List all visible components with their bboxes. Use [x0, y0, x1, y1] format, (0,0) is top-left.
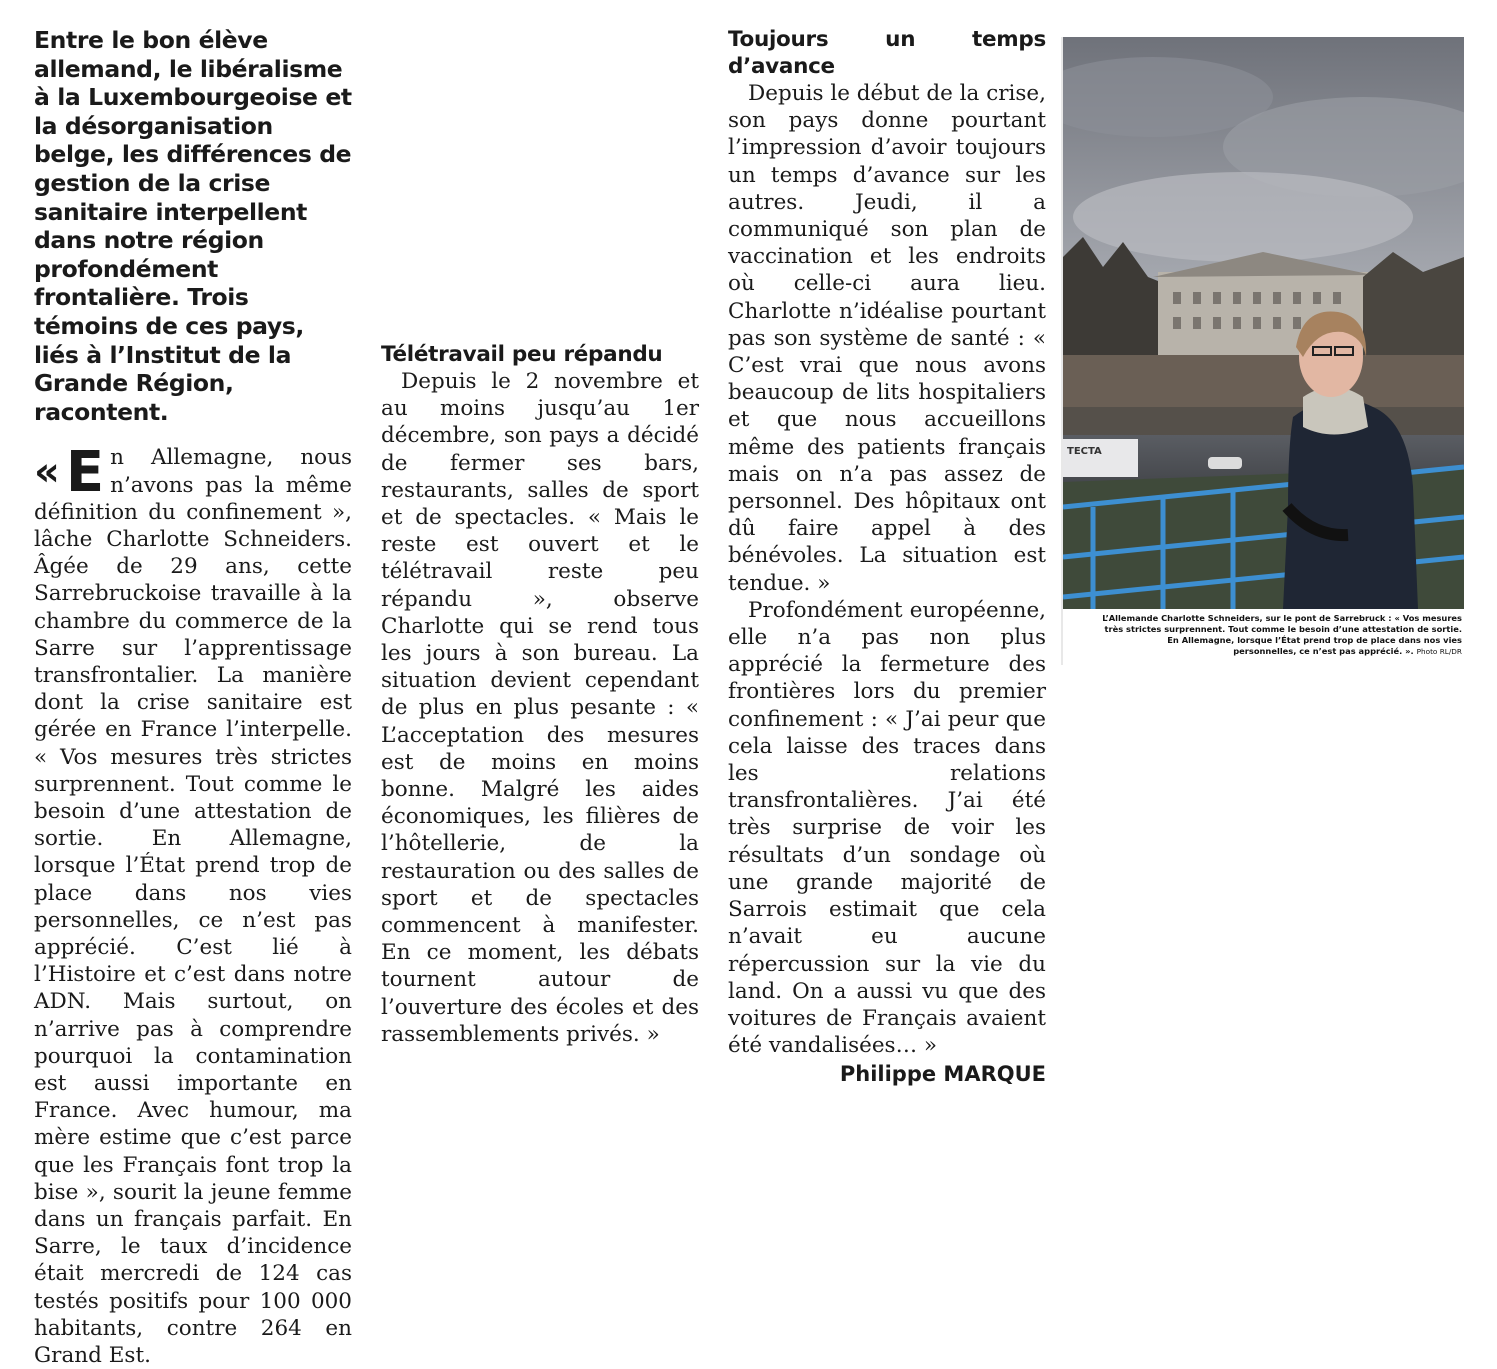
article-paragraph-2: Depuis le 2 novembre et au moins jusqu’au 1er décembre, son pays a décidé de fermer ses bars, restaurants, salles de sport et de spectacles. « Mais le reste est ouvert et le télétravail reste peu répandu », observe Charlotte qui se rend tous les jours à son bureau. La situation devient cependant de plus en plus pesante : « L’acceptation des mesures est de moins en moins bonne. Malgré les aides économiques, les filières de l’hôtellerie, de la restauration ou des salles de sport et de spectacles commencent à manifester. En ce moment, les débats tournent autour de l’ouverture des écoles et des rassemblements privés. » [381, 369, 699, 1047]
subheading-teletravail: Télétravail peu répandu [381, 342, 663, 367]
photo-illustration [1063, 37, 1464, 609]
column-2 [381, 26, 699, 1048]
article-paragraph-3: Depuis le début de la crise, son pays donne pourtant l’impression d’avoir toujours un temps d’avance sur les autres. Jeudi, il a communiqué son plan de vaccination et les endroits où celle-ci aura lieu. Charlotte n’idéalise pourtant pas son système de santé : « C’est vrai que nous avons beaucoup de lits hospitaliers et que nous accueillons même des patients français mais on n’a pas assez de personnel. Des hôpitaux ont dû faire appel à des bénévoles. La situation est tendue. » [728, 81, 1046, 596]
article-lead: Entre le bon élève allemand, le libéralisme à la Luxembourgeoise et la désorganisation belge, les différences de gestion de la crise sanitaire interpellent dans notre région profondément frontalière. Trois témoins de ces pays, liés à l’Institut de la Grande Région, racontent. [34, 26, 352, 426]
article-paragraph-1 [34, 440, 352, 1369]
column-1 [34, 26, 352, 1369]
drop-cap: E [65, 440, 105, 506]
article-paragraph-4: Profondément européenne, elle n’a pas non plus apprécié la fermeture des frontières lors du premier confinement : « J’ai peur que cela laisse des traces dans les relations transfrontalières. J’ai été très surprise de voir les résultats d’un sondage où une grande majorité de Sarrois estimait que cela n’avait eu aucune répercussion sur la vie du land. On a aussi vu que des voitures de Français avaient été vandalisées… » [728, 597, 1046, 1059]
photo-credit: Photo RL/DR [1416, 647, 1462, 656]
subheading-temps-davance: Toujours un temps d’avance [728, 27, 1046, 79]
column-3 [728, 26, 1046, 1089]
opening-quote: « [34, 449, 60, 496]
article-photo [1063, 37, 1464, 609]
truck-label: TECTA [1067, 446, 1102, 457]
photo-caption [1102, 613, 1462, 657]
caption-text: L’Allemande Charlotte Schneiders, sur le pont de Sarrebruck : « Vos mesures très strictes surprennent. Tout comme le besoin d’une attestation de sortie. En Allemagne, lorsque l’État prend trop de place dans nos vies personnelles, ce n’est pas apprécié. ». [1102, 613, 1462, 656]
column-2-continuation-space [381, 26, 699, 321]
author-signature: Philippe MARQUE [839, 1062, 1046, 1087]
paragraph-1-text: n Allemagne, nous n’avons pas la même définition du confinement », lâche Charlotte Schneiders. Âgée de 29 ans, cette Sarrebruckoise travaille à la chambre du commerce de la Sarre sur l’apprentissage transfrontalier. La manière dont la crise sanitaire est gérée en France l’interpelle. « Vos mesures très strictes surprennent. Tout comme le besoin d’une attestation de sortie. En Allemagne, lorsque l’État prend trop de place dans nos vies personnelles, ce n’est pas apprécié. C’est lié à l’Histoire et c’est dans notre ADN. Mais surtout, on n’arrive pas à comprendre pourquoi la contamination est aussi importante en France. Avec humour, ma mère estime que c’est parce que les Français font trop la bise », sourit la jeune femme dans un français parfait. En Sarre, le taux d’incidence était mercredi de 124 cas testés positifs pour 100 000 habitants, contre 264 en Grand Est. [34, 445, 352, 1369]
